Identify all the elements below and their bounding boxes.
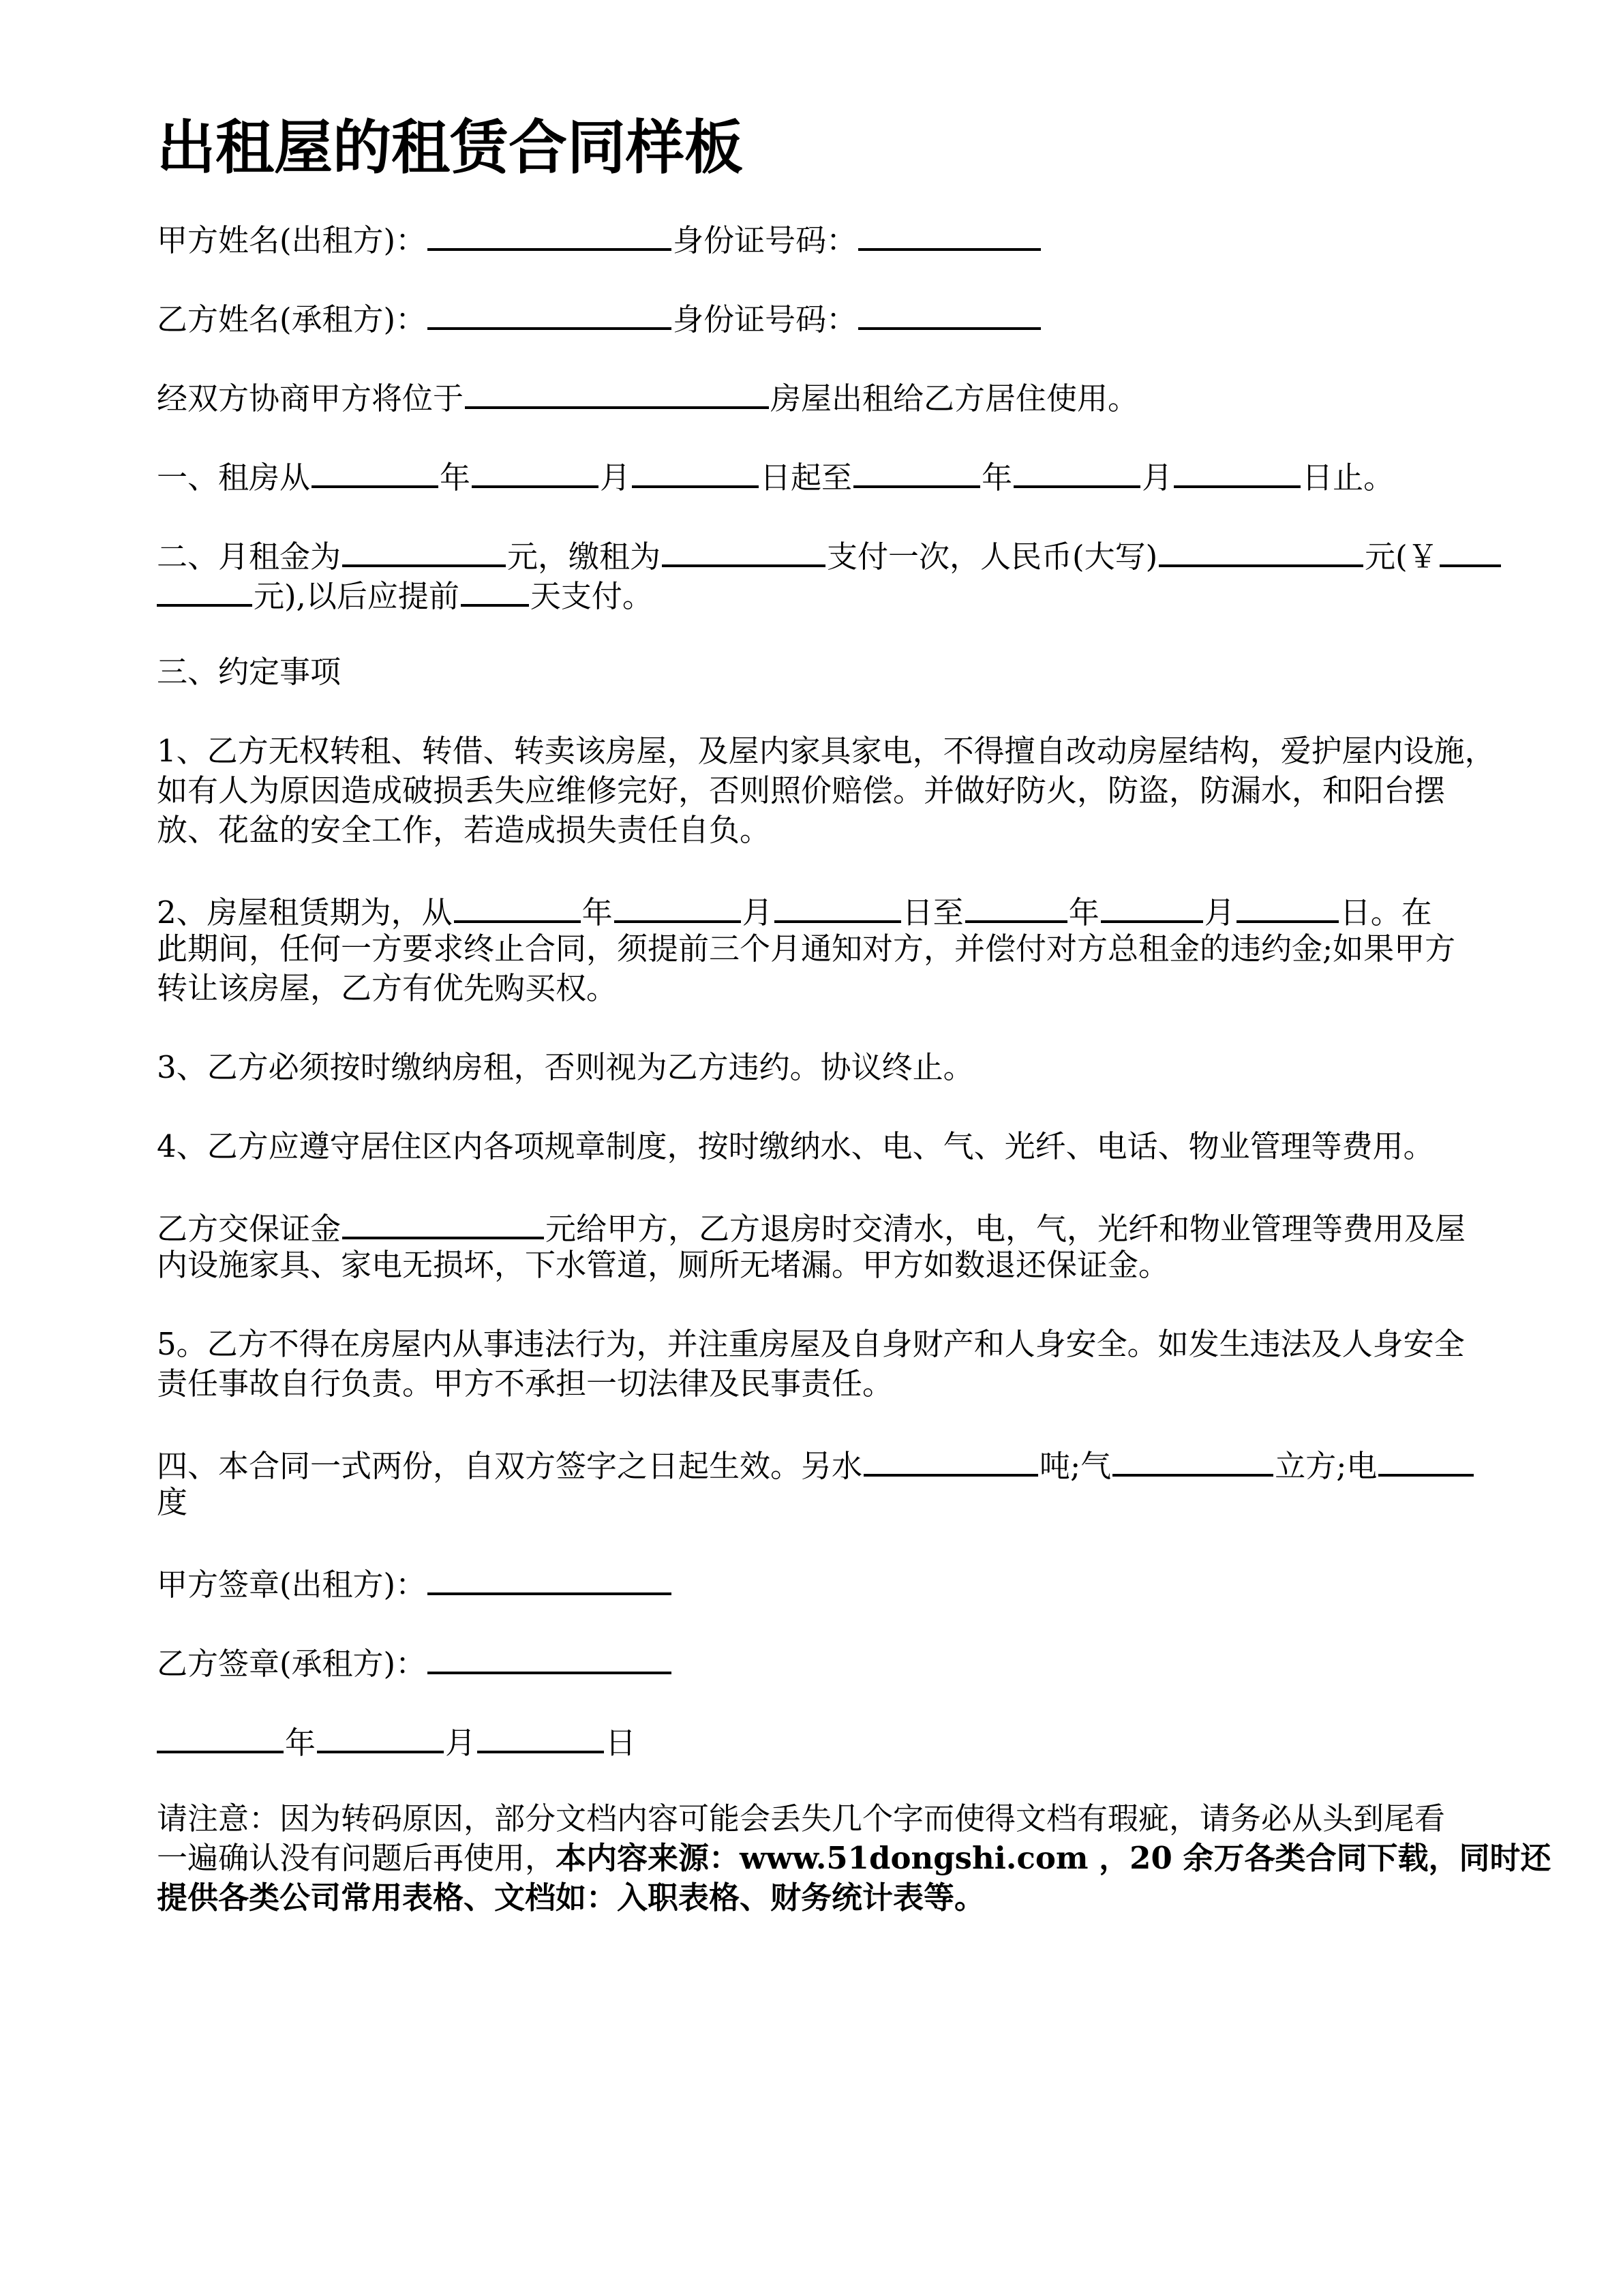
term-line [157,454,1534,498]
clause-5-line-2: 责任事故自行负责。甲方不承担一切法律及民事责任。 [157,1365,894,1402]
water-reading-blank[interactable] [864,1442,1038,1477]
notice-line-3: 提供各类公司常用表格、文档如：入职表格、财务统计表等。 [157,1879,986,1916]
term-start-year-blank[interactable] [312,454,438,488]
signature-b-line [157,1640,1534,1685]
term-month-label: 月 [600,459,631,496]
term-end-month-blank[interactable] [1014,454,1140,488]
sign-date-line [157,1719,1534,1764]
rent-amount-figure-blank-end[interactable] [157,573,252,607]
clause-1-line-2: 如有人为原因造成破损丢失应维修完好，否则照价赔偿。并做好防火，防盗，防漏水，和阳台摆 [157,772,1446,809]
clause-2-line-1 [157,889,1534,933]
notice-source-text: 本内容来源：www.51dongshi.com ，20 余万各类合同下载，同时还 [556,1840,1551,1876]
advance-days-blank[interactable] [461,573,529,607]
rent-tail-label: 元),以后应提前 [254,578,459,614]
clause-5-line-1: 5。乙方不得在房屋内从事违法行为，并注重房屋及自身财产和人身安全。如发生违法及人身安全 [157,1326,1465,1362]
lease-start-month-blank[interactable] [614,889,741,923]
clause-2-prefix: 2、房屋租赁期为，从 [157,894,453,931]
rent-prefix: 二、月租金为 [157,539,342,575]
party-a-id-label: 身份证号码： [673,222,858,258]
deposit-line-1-suffix: 元给甲方，乙方退房时交清水，电，气，光纤和物业管理等费用及屋 [545,1211,1466,1247]
lease-end-day-blank[interactable] [1237,889,1339,923]
deposit-line-2: 内设施家具、家电无损坏，下水管道，厕所无堵漏。甲方如数退还保证金。 [157,1247,1170,1283]
rent-line-2 [157,573,1534,617]
location-prefix: 经双方协商甲方将位于 [157,380,464,417]
deposit-amount-blank[interactable] [342,1205,544,1239]
rent-yuan-label: 元，缴租为 [507,539,661,575]
sign-month-label: 月 [445,1725,476,1761]
rent-pay-once-label: 支付一次，人民币(大写) [827,539,1158,575]
term-prefix: 一、租房从 [157,459,311,496]
rent-days-label: 天支付。 [530,578,653,614]
clause-1-line-1: 1、乙方无权转租、转借、转卖该房屋，及屋内家具家电，不得擅自改动房屋结构，爱护屋内设施， [157,733,1496,769]
party-b-id-label: 身份证号码： [673,301,858,337]
term-end-year-label: 年 [982,459,1013,496]
signature-a-blank[interactable] [427,1561,671,1595]
location-blank[interactable] [465,375,769,409]
term-day-to-label: 日止。 [1302,459,1395,496]
monthly-rent-blank[interactable] [342,533,506,567]
clause-2-line-2: 此期间，任何一方要求终止合同，须提前三个月通知对方，并偿付对方总租金的违约金;如果甲方 [157,931,1456,967]
section-3-heading: 三、约定事项 [157,654,342,690]
notice-line-1: 请注意：因为转码原因，部分文档内容可能会丢失几个字而使得文档有瑕疵，请务必从头到尾看 [157,1800,1446,1837]
clause-3: 3、乙方必须按时缴纳房租，否则视为乙方违约。协议终止。 [157,1049,974,1085]
section-4-line-2: 度 [157,1484,188,1520]
location-line [157,375,1534,419]
rent-amount-figure-blank-start[interactable] [1440,533,1501,567]
section-4-prefix: 四、本合同一式两份，自双方签字之日起生效。另水 [157,1448,863,1484]
signature-a-line [157,1561,1534,1605]
term-year-label: 年 [440,459,471,496]
sign-year-blank[interactable] [157,1719,284,1753]
party-b-name-label: 乙方姓名(承租方)： [157,301,427,337]
electric-reading-blank[interactable] [1378,1442,1474,1477]
sign-day-label: 日 [605,1725,637,1761]
sign-day-blank[interactable] [477,1719,604,1753]
term-day-from-label: 日起至 [760,459,853,496]
signature-b-blank[interactable] [427,1640,671,1674]
clause-2-day-end-label: 日。在 [1339,894,1432,931]
lease-start-day-blank[interactable] [774,889,901,923]
party-a-name-label: 甲方姓名(出租方)： [157,222,427,258]
party-b-name-blank[interactable] [427,296,671,330]
section-4-line-1 [157,1442,1534,1487]
sign-month-blank[interactable] [317,1719,444,1753]
lease-start-year-blank[interactable] [454,889,581,923]
clause-2-line-3: 转让该房屋，乙方有优先购买权。 [157,970,618,1006]
term-end-day-blank[interactable] [1174,454,1301,488]
party-a-line [157,217,1534,261]
clause-2-end-year-label: 年 [1068,894,1099,931]
rent-yuan-paren-label: 元(￥ [1365,539,1438,575]
party-a-name-blank[interactable] [427,217,671,251]
notice-line-2 [157,1838,1551,1879]
lease-end-month-blank[interactable] [1101,889,1203,923]
section-4-tons-label: 吨;气 [1040,1448,1112,1484]
signature-b-label: 乙方签章(承租方)： [157,1646,427,1682]
deposit-line-1 [157,1205,1534,1250]
clause-1-line-3: 放、花盆的安全工作，若造成损失责任自负。 [157,812,771,848]
sign-year-label: 年 [285,1725,316,1761]
clause-2-day-to-label: 日至 [902,894,964,931]
rent-line-1 [157,533,1534,577]
location-suffix: 房屋出租给乙方居住使用。 [770,380,1139,417]
notice-line-2-normal: 一遍确认没有问题后再使用， [157,1840,556,1876]
term-end-year-blank[interactable] [853,454,980,488]
term-end-month-label: 月 [1142,459,1173,496]
signature-a-label: 甲方签章(出租方)： [157,1567,427,1603]
deposit-prefix: 乙方交保证金 [157,1211,342,1247]
clause-2-end-month-label: 月 [1204,894,1235,931]
clause-4: 4、乙方应遵守居住区内各项规章制度，按时缴纳水、电、气、光纤、电话、物业管理等费用。 [157,1128,1434,1164]
party-b-id-blank[interactable] [858,296,1041,330]
party-a-id-blank[interactable] [858,217,1041,251]
payment-interval-blank[interactable] [662,533,825,567]
gas-reading-blank[interactable] [1112,1442,1273,1477]
party-b-line [157,296,1534,340]
clause-2-month-label: 月 [742,894,773,931]
lease-end-year-blank[interactable] [965,889,1067,923]
term-start-day-blank[interactable] [632,454,759,488]
term-start-month-blank[interactable] [472,454,598,488]
section-4-cubic-label: 立方;电 [1275,1448,1378,1484]
clause-2-year-label: 年 [581,894,613,931]
rent-amount-words-blank[interactable] [1159,533,1363,567]
page-title: 出租屋的租赁合同样板 [157,114,743,182]
